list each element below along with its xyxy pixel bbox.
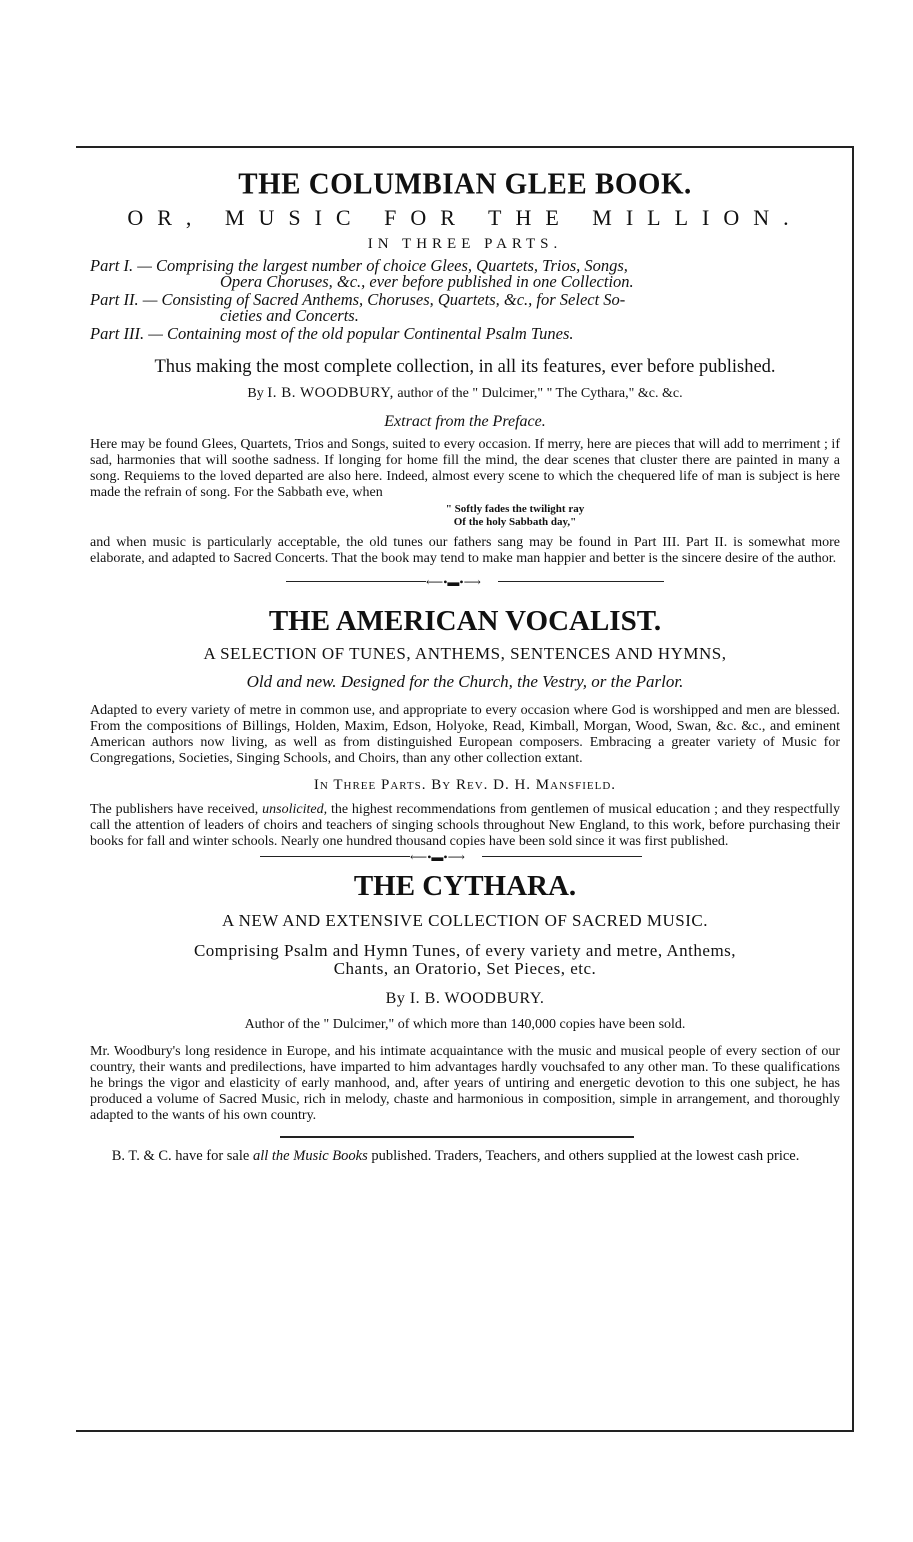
glee-part1-line2: Opera Choruses, &c., ever before published in one Collection. — [220, 272, 634, 291]
cythara-author-of: Author of the " Dulcimer," of which more than 140,000 copies have been sold. — [244, 1017, 686, 1032]
vocalist-section — [90, 603, 840, 850]
divider-line-left — [286, 581, 426, 582]
cythara-byline: By I. B. WOODBURY. — [385, 990, 545, 1007]
glee-part2-line1: Part II. — Consisting of Sacred Anthems, Choruses, Quartets, &c., for Select So- — [90, 290, 626, 309]
cythara-subtitle: A NEW AND EXTENSIVE COLLECTION OF SACRED MUSIC. — [222, 911, 708, 930]
vocalist-title: THE AMERICAN VOCALIST. — [268, 605, 662, 637]
vocalist-subtitle: A SELECTION OF TUNES, ANTHEMS, SENTENCES AND HYMNS, — [203, 644, 727, 663]
glee-poem-line1: " Softly fades the twilight ray — [445, 503, 585, 515]
glee-by-name: I. B. WOODBURY, — [267, 385, 394, 401]
glee-extract-end: and when music is particularly acceptable, the old tunes our fathers sang may be found in Part III. Part II. is somewhat more elaborate, and adapted to Sacred Concerts. That the book may tend to make man happier and better is the sincere desire of the author. — [90, 535, 840, 566]
glee-by-suffix: author of the " Dulcimer," " The Cythara," &c. &c. — [397, 386, 683, 401]
glee-extract-text: Here may be found Glees, Quartets, Trios and Songs, suited to every occasion. If merry, here are pieces that will add to merriment ; if sad, harmonies that will soothe sadness. If longing for home fill the mind, the dear scenes that cluster there are painted in many a song. Requiems to the loved departed are also here. Indeed, almost every scene to which the chequered life of man is subject is here made the refrain of song. For the Sabbath eve, when — [90, 437, 840, 500]
glee-subtitle: OR, MUSIC FOR THE MILLION. — [127, 205, 803, 230]
divider-line-right — [482, 856, 642, 857]
vocalist-para1: Adapted to every variety of metre in common use, and appropriate to every occasion where God is worshipped and men are blessed. From the compositions of Billings, Holden, Maxim, Edson, Holyoke, Read, Kimball, Morgan, Wood, Swan, &c. &c., and eminent American authors now living, as well as from distinguished European composers. Embracing a greater variety of Music for Congregations, Societies, Singing Schools, and Choirs, than any other collection extant. — [90, 703, 840, 766]
cythara-section — [90, 868, 840, 1124]
footer-note — [90, 1146, 840, 1166]
glee-part1 — [90, 258, 840, 290]
footer-prefix: B. T. & C. have for sale — [111, 1148, 250, 1164]
glee-poem — [190, 503, 840, 529]
solid-divider — [280, 1136, 634, 1138]
glee-part1-line1: Part I. — Comprising the largest number of choice Glees, Quartets, Trios, Songs, — [90, 256, 628, 275]
glee-poem-line2: Of the holy Sabbath day," — [453, 516, 577, 528]
cythara-para: Mr. Woodbury's long residence in Europe, and his intimate acquaintance with the music and musical people of every section of our country, their wants and predilections, have imparted to him advantages hardly vouchsafed to any other man. To these qualifications he brings the vigor and elasticity of early manhood, and, after years of untiring and energetic devotion to this one subject, he has produced a volume of Sacred Music, rich in melody, chaste and harmonious in composition, simple in arrangement, and thoroughly adapted to the wants of his own country. — [90, 1044, 840, 1123]
footer-suffix: published. Traders, Teachers, and others supplied at the lowest cash price. — [371, 1148, 800, 1164]
vocalist-para2-start: The publishers have received, — [90, 802, 259, 817]
vocalist-italic-subtitle: Old and new. Designed for the Church, the Vestry, or the Parlor. — [246, 672, 684, 691]
glee-parts-heading: IN THREE PARTS. — [367, 236, 563, 252]
vocalist-para2-end: the highest recommendations from gentlemen of musical education ; and they respectfully call the attention of leaders of choirs and teachers of singing schools throughout New England, to this work, before purchasing their books for fall and winter schools. Nearly one hundred thousand copies have been sold since it was first published. — [90, 802, 841, 849]
divider-line-right — [498, 581, 664, 582]
cythara-comprising — [90, 942, 840, 978]
advertisement-page — [90, 166, 840, 1166]
glee-part2 — [90, 292, 840, 324]
vocalist-para2 — [90, 802, 840, 850]
cythara-title: THE CYTHARA. — [353, 870, 577, 902]
glee-part2-line2: cieties and Concerts. — [220, 306, 359, 325]
glee-extract-heading: Extract from the Preface. — [384, 413, 546, 430]
divider-ornament-icon: ⟵•▬•⟶ — [410, 850, 465, 864]
glee-byline — [90, 384, 840, 403]
ornament-divider-1 — [90, 575, 840, 589]
footer-emphasis: all the Music Books — [252, 1148, 368, 1164]
glee-thus: Thus making the most complete collection, in all its features, ever before published. — [154, 357, 776, 377]
glee-part3: Part III. — Containing most of the old popular Continental Psalm Tunes. — [90, 324, 574, 343]
vocalist-para2-emphasis: unsolicited, — [262, 802, 328, 817]
divider-ornament-icon: ⟵•▬•⟶ — [426, 575, 481, 589]
ornament-divider-2 — [90, 850, 840, 864]
vocalist-author-line: In Three Parts. By Rev. D. H. Mansfield. — [313, 777, 617, 793]
glee-title: THE COLUMBIAN GLEE BOOK. — [238, 167, 692, 201]
cythara-comprising-line1: Comprising Psalm and Hymn Tunes, of every variety and metre, Anthems, — [193, 941, 737, 960]
cythara-comprising-line2: Chants, an Oratorio, Set Pieces, etc. — [333, 959, 597, 978]
glee-book-section — [90, 166, 840, 567]
divider-line-left — [260, 856, 410, 857]
glee-by-prefix: By — [247, 386, 264, 401]
